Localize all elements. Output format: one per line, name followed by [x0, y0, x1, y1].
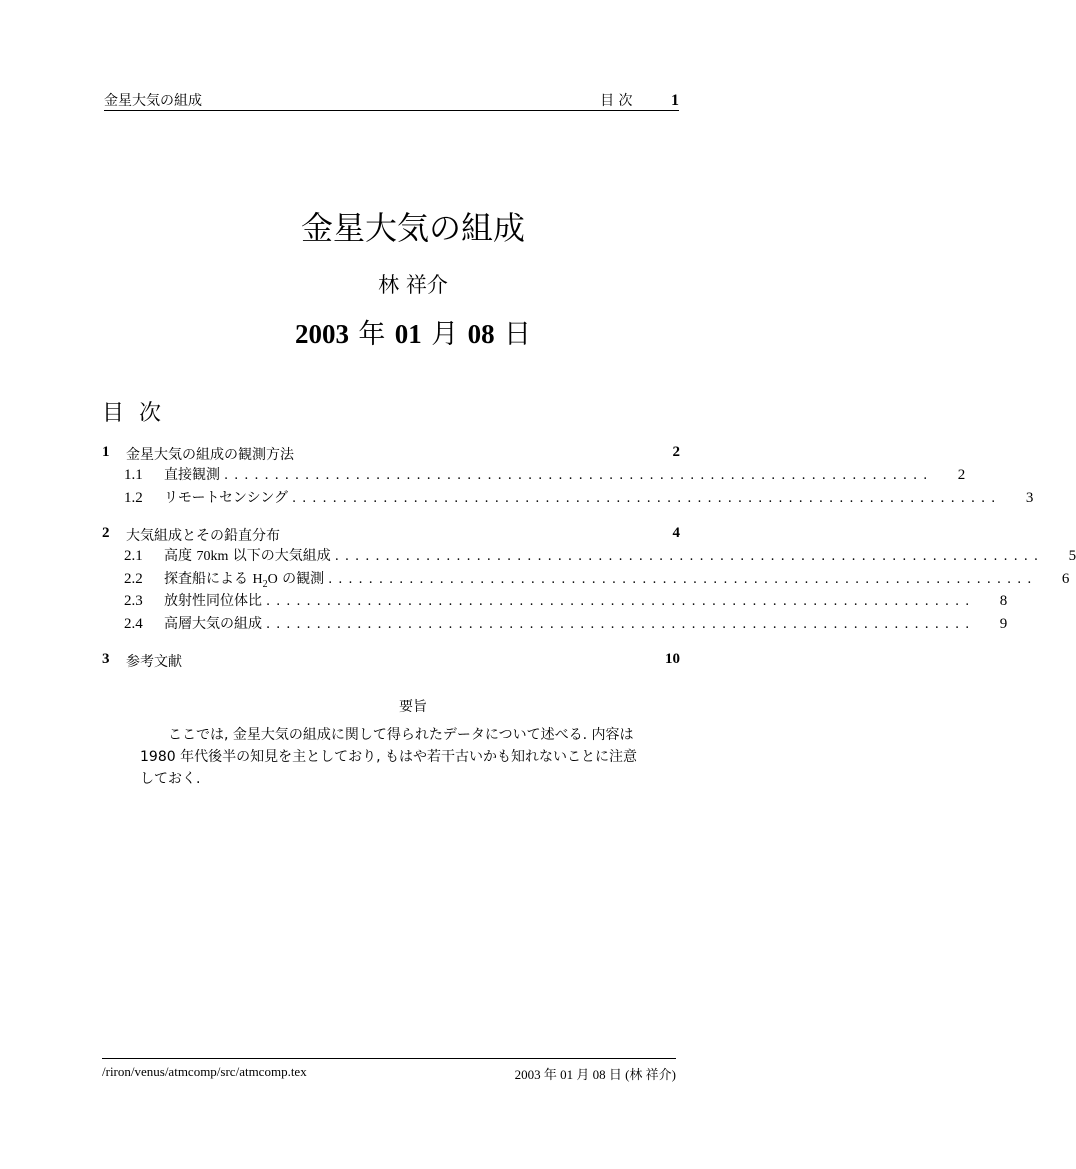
toc-subsection-page: 5: [1068, 548, 1076, 564]
toc-subsection-title: [164, 545, 335, 565]
toc-subsection-2-1[interactable]: [102, 545, 1076, 568]
toc-subsection-title: [164, 568, 328, 590]
date-day: 08: [467, 319, 495, 349]
chem-h: H: [252, 571, 263, 587]
toc-section-3[interactable]: [102, 649, 680, 671]
toc-section-page: 4: [672, 525, 680, 541]
toc-section-title: 大気組成とその鉛直分布: [126, 528, 280, 544]
date-day-unit: 日: [504, 319, 532, 350]
document-author: 林 祥介: [378, 273, 448, 297]
toc-subsection-number: 1.1: [124, 467, 143, 483]
toc-subsection-2-2[interactable]: [102, 568, 1070, 591]
toc-subsection-title: 直接観測: [164, 467, 220, 483]
toc-subsection-page: 8: [999, 593, 1008, 609]
footer-date-author: 2003 年 01 月 08 日 (林 祥介): [514, 1067, 676, 1082]
toc-section-number: 3: [102, 651, 110, 667]
toc-subsection-page: 3: [1025, 489, 1034, 506]
toc-subsection-page: 6: [1061, 570, 1070, 587]
abstract-body: ここでは, 金星大気の組成に関して得られたデータについて述べる. 内容は 1980 年代後半の知見を主としており, もはや若干古いかも知れないことに注意しておく.: [140, 727, 637, 787]
header-page-number: 1: [671, 92, 679, 109]
date-month-unit: 月: [431, 319, 459, 350]
toc-leader-dots: ......................................................................: [334, 549, 1045, 564]
toc-section-number: 1: [102, 444, 110, 460]
toc-subsection-number: 1.2: [124, 489, 143, 506]
abstract-title: 要旨: [399, 699, 427, 715]
toc-leader-dots: ......................................................................: [266, 594, 976, 609]
toc-section-1[interactable]: [102, 442, 680, 464]
table-of-contents: [102, 442, 1076, 671]
toc-leader-dots: ......................................................................: [266, 616, 976, 632]
title-part: 探査船による: [164, 570, 253, 587]
toc-spacer: [102, 635, 680, 649]
toc-subsection-title: 放射性同位体比: [164, 593, 262, 609]
running-footer: [102, 1058, 676, 1081]
toc-subsection-page: 2: [957, 467, 966, 483]
toc-leader-dots: ......................................................................: [292, 490, 1002, 506]
toc-section-2[interactable]: [102, 523, 680, 545]
toc-subsection-number: 2.2: [124, 570, 143, 587]
title-part: の観測: [277, 570, 325, 587]
toc-subsection-2-4[interactable]: [102, 613, 1008, 636]
toc-section-title: 参考文献: [126, 654, 182, 670]
date-year: 2003: [294, 319, 349, 349]
date-year-unit: 年: [358, 319, 386, 350]
toc-subsection-number: 2.3: [124, 593, 143, 609]
toc-subsection-2-3[interactable]: [102, 590, 1008, 613]
toc-subsection-1-2[interactable]: [102, 487, 1034, 510]
title-part: 以下の大気組成: [228, 548, 331, 564]
toc-subsection-title: 高層大気の組成: [164, 615, 262, 632]
title-part: 高度: [164, 548, 197, 564]
toc-section-title: 金星大気の組成の観測方法: [126, 447, 294, 463]
chem-o: O: [267, 571, 278, 587]
toc-section-page: 2: [672, 444, 680, 460]
header-section: 目 次: [600, 93, 633, 109]
toc-heading: 目 次: [102, 401, 165, 426]
header-doc-title: 金星大気の組成: [104, 93, 202, 109]
chem-formula: [252, 571, 278, 590]
toc-section-page: 10: [665, 651, 680, 667]
date-month: 01: [394, 319, 422, 349]
toc-subsection-number: 2.1: [124, 548, 143, 564]
toc-spacer: [102, 509, 680, 523]
document-date: [0, 312, 826, 351]
toc-leader-dots: ......................................................................: [328, 571, 1038, 587]
chem-subscript: 2: [262, 578, 268, 590]
footer-file-path: /riron/venus/atmcomp/src/atmcomp.tex: [102, 1064, 307, 1079]
title-altitude: 70km: [196, 549, 229, 564]
toc-subsection-title: リモートセンシング: [164, 489, 289, 506]
running-header: [104, 88, 679, 111]
toc-subsection-1-1[interactable]: [102, 464, 966, 487]
toc-section-number: 2: [102, 525, 110, 541]
toc-leader-dots: ......................................................................: [224, 468, 934, 483]
toc-subsection-page: 9: [999, 615, 1008, 632]
document-title: 金星大気の組成: [300, 209, 525, 247]
toc-subsection-number: 2.4: [124, 615, 143, 632]
header-right: [600, 90, 679, 110]
